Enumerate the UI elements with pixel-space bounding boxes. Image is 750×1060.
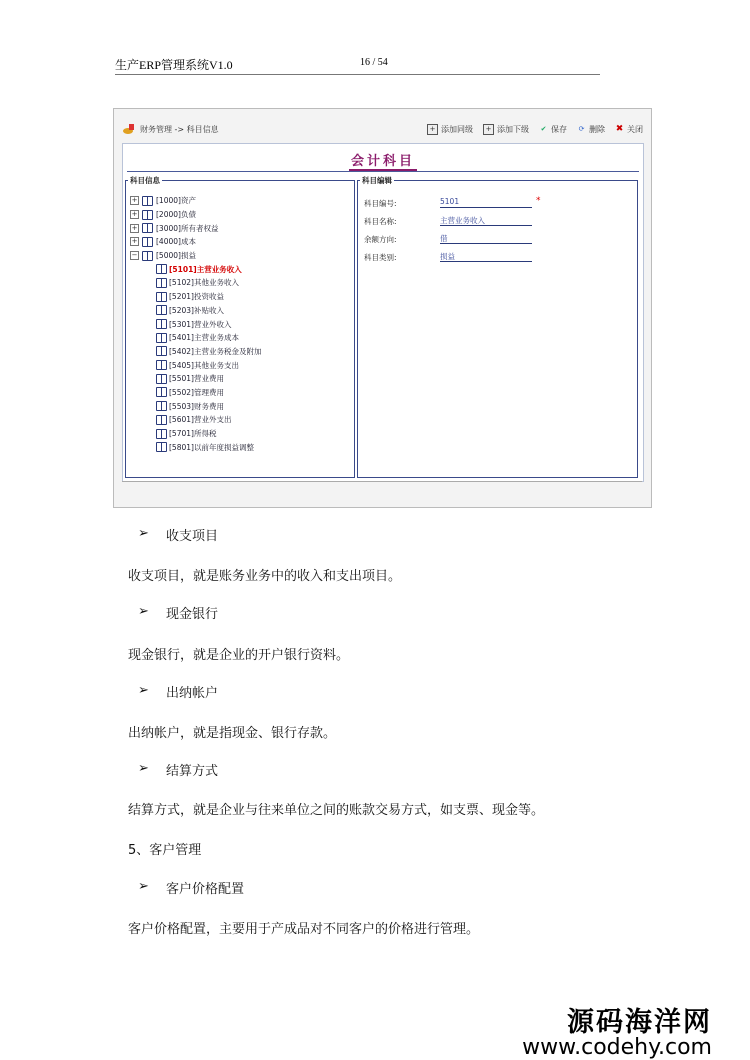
book-icon [156,429,167,439]
add-child-icon: + [483,124,494,135]
account-name-input[interactable]: 主营业务收入 [440,215,532,226]
save-button[interactable] [539,124,567,135]
tree-child-node[interactable] [130,358,261,372]
edit-legend: 科目编辑 [362,176,392,185]
add-child-button[interactable] [483,124,529,135]
paragraph: 现金银行，就是企业的开户银行资料。 [128,648,350,663]
field-direction [364,232,629,250]
tree-node-label[interactable]: [4000]成本 [156,237,196,247]
field-label: 科目编号: [364,199,397,208]
tree-child-node[interactable] [130,386,261,400]
finance-icon [122,123,136,135]
tree-node-label[interactable]: [5000]损益 [156,251,196,261]
tree-node-label[interactable]: [5801]以前年度损益调整 [169,442,254,452]
page-header [115,56,600,75]
close-button[interactable] [615,124,643,135]
tree-node-label[interactable]: [1000]资产 [156,196,196,206]
bullet-icon: ➢ [138,683,149,698]
add-sibling-button[interactable] [427,124,473,135]
bullet-heading: 现金银行 [166,607,219,622]
tree-node-label[interactable]: [5502]管理费用 [169,387,224,397]
bullet-heading: 收支项目 [166,529,219,544]
bullet-heading: 结算方式 [166,764,219,779]
page-number: 16 / 54 [360,57,388,68]
save-icon: ✔ [540,125,547,133]
collapse-icon[interactable]: − [131,251,138,260]
paragraph: 收支项目，就是账务业务中的收入和支出项目。 [128,569,402,584]
paragraph: 客户价格配置，主要用于产成品对不同客户的价格进行管理。 [128,922,480,937]
tree-node[interactable] [130,235,261,249]
bullet-icon: ➢ [138,604,149,619]
status-bar [122,481,642,494]
balance-direction-select[interactable]: 借 [440,233,532,244]
bullet-heading: 出纳帐户 [166,686,219,701]
tree-node-label[interactable]: [2000]负债 [156,210,196,220]
watermark-url: www.codehy.com [522,1035,712,1060]
bullet-icon: ➢ [138,879,149,894]
expand-icon[interactable]: + [131,223,138,232]
paragraph: 结算方式，就是企业与往来单位之间的账款交易方式，如支票、现金等。 [128,803,545,818]
bullet-heading: 客户价格配置 [166,882,245,897]
delete-button[interactable] [577,124,605,135]
book-icon [142,196,153,206]
book-icon [142,223,153,233]
book-icon [156,415,167,425]
book-icon [156,292,167,302]
field-name [364,214,629,232]
book-icon [156,264,167,274]
tree-node-label[interactable]: [5101]主营业务收入 [169,264,242,274]
content-frame [122,143,644,482]
book-icon [156,333,167,343]
field-label: 科目类别: [364,253,397,262]
field-label: 科目名称: [364,217,397,226]
account-tree-panel [125,175,355,478]
tree-child-node[interactable] [130,440,261,454]
book-icon [156,360,167,370]
tree-child-node[interactable] [130,331,261,345]
tree-child-node[interactable] [130,304,261,318]
close-icon: ✖ [615,124,624,134]
book-icon [156,374,167,384]
add-sibling-label: 添加同级 [441,125,473,134]
tree-child-node[interactable] [130,427,261,441]
expand-icon[interactable]: + [131,210,138,219]
required-mark: * [536,196,541,206]
book-icon [156,305,167,315]
page-title-text: 会计科目 [350,154,415,169]
tree-child-node[interactable] [130,399,261,413]
breadcrumb [122,123,219,135]
field-category [364,250,629,268]
tree-node-label[interactable]: [5501]营业费用 [169,374,224,384]
tree-node-label[interactable]: [5601]营业外支出 [169,415,232,425]
close-label: 关闭 [627,125,643,134]
tree-node[interactable] [130,208,261,222]
book-icon [156,319,167,329]
tree-node-label[interactable]: [3000]所有者权益 [156,223,219,233]
tree-child-node[interactable] [130,276,261,290]
account-edit-panel [357,175,638,478]
account-category-select[interactable]: 损益 [440,251,532,262]
tree-node-label[interactable]: [5405]其他业务支出 [169,360,239,370]
tree-node-label[interactable]: [5701]所得税 [169,429,217,439]
bullet-icon: ➢ [138,526,149,541]
tree-node-label[interactable]: [5402]主营业务税金及附加 [169,346,262,356]
tree-child-node[interactable] [130,262,261,276]
book-icon [156,442,167,452]
tree-child-node[interactable] [130,413,261,427]
screenshot [113,108,652,508]
tree-legend: 科目信息 [130,176,160,185]
book-icon [156,346,167,356]
book-icon [142,237,153,247]
tree-node-label[interactable]: [5102]其他业务收入 [169,278,239,288]
tree-node[interactable] [130,194,261,208]
add-child-label: 添加下级 [497,125,529,134]
tree-node[interactable] [130,221,261,235]
tree-node-label[interactable]: [5401]主营业务成本 [169,333,239,343]
paragraph: 出纳帐户，就是指现金、银行存款。 [128,726,337,741]
tree-node-label[interactable]: [5301]营业外收入 [169,319,232,329]
delete-label: 删除 [589,125,605,134]
tree-child-node[interactable] [130,372,261,386]
page-title [123,150,643,169]
account-tree [130,194,261,454]
bullet-icon: ➢ [138,761,149,776]
account-code-input[interactable]: 5101 [440,197,532,208]
book-icon [142,251,153,261]
watermark-title: 源码海洋网 [567,1007,712,1038]
document-title: 生产ERP管理系统V1.0 [115,58,233,72]
expand-icon[interactable]: + [131,196,138,205]
tree-node[interactable] [130,249,261,263]
delete-icon: ⟳ [578,125,585,133]
tree-node-label[interactable]: [5503]财务费用 [169,401,224,411]
field-label: 余额方向: [364,235,397,244]
title-divider [127,171,639,172]
breadcrumb-text: 财务管理 -> 科目信息 [140,124,219,134]
tree-child-node[interactable] [130,290,261,304]
tree-node-label[interactable]: [5203]补贴收入 [169,305,224,315]
add-icon: + [427,124,438,135]
book-icon [142,210,153,220]
book-icon [156,387,167,397]
book-icon [156,278,167,288]
tree-node-label[interactable]: [5201]投资收益 [169,292,224,302]
tree-child-node[interactable] [130,317,261,331]
edit-form [364,196,629,268]
watermark [522,1000,712,1060]
expand-icon[interactable]: + [131,237,138,246]
section-heading: 5、客户管理 [128,843,202,858]
tree-child-node[interactable] [130,345,261,359]
save-label: 保存 [551,125,567,134]
field-code [364,196,629,214]
book-icon [156,401,167,411]
toolbar-buttons [427,124,643,135]
